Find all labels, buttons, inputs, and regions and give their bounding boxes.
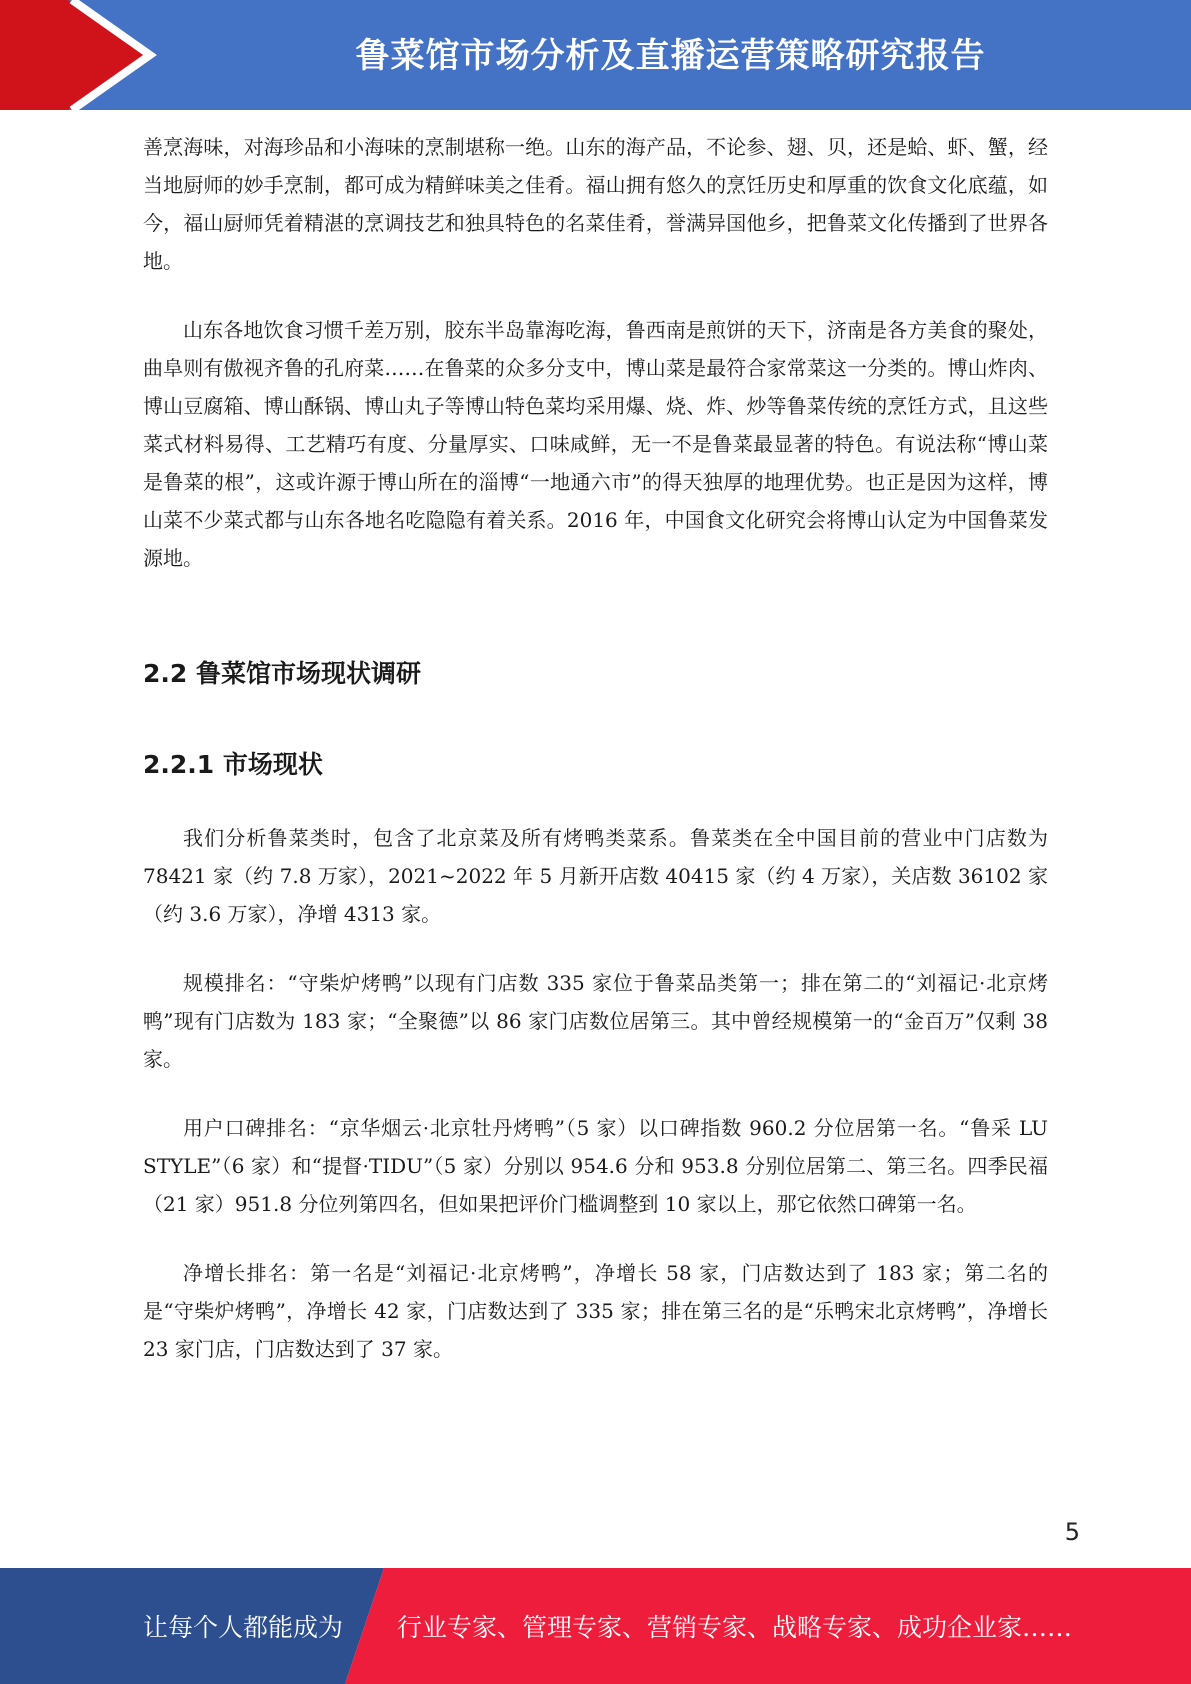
subsection-heading-2-2-1: 2.2.1 市场现状 xyxy=(143,750,323,779)
page-content xyxy=(143,128,1048,1368)
page-footer xyxy=(0,1568,1191,1684)
paragraph-scale-ranking: 规模排名：“守柴炉烤鸭”以现有门店数 335 家位于鲁菜品类第一；排在第二的“刘福记·北京烤鸭”现有门店数为 183 家；“全聚德”以 86 家门店数位居第三。其中曾经规模第一的“金百万”仅剩 38 家。 xyxy=(143,971,1048,1071)
paragraph-growth-ranking: 净增长排名：第一名是“刘福记·北京烤鸭”，净增长 58 家，门店数达到了 183 家；第二名的是“守柴炉烤鸭”，净增长 42 家，门店数达到了 335 家；排在第三名的是“乐鸭宋北京烤鸭”，净增长 23 家门店，门店数达到了 37 家。 xyxy=(143,1261,1048,1361)
paragraph-market-overview: 我们分析鲁菜类时，包含了北京菜及所有烤鸭类菜系。鲁菜类在全中国目前的营业中门店数为 78421 家（约 7.8 万家），2021~2022 年 5 月新开店数 40415 家（约 4 万家），关店数 36102 家（约 3.6 万家），净增 4313 家。 xyxy=(143,826,1048,926)
paragraph-reputation-ranking: 用户口碑排名：“京华烟云·北京牡丹烤鸭”（5 家）以口碑指数 960.2 分位居第一名。“鲁采 LU STYLE”（6 家）和“提督·TIDU”（5 家）分别以 954.6 分和 953.8 分别位居第二、第三名。四季民福（21 家）951.8 分位列第四名，但如果把评价门槛调整到 10 家以上，那它依然口碑第一名。 xyxy=(143,1116,1048,1216)
section-heading-2-2: 2.2 鲁菜馆市场现状调研 xyxy=(143,659,421,688)
footer-slogan-right: 行业专家、管理专家、营销专家、战略专家、成功企业家…… xyxy=(397,1613,1073,1642)
paragraph-fushan-cuisine: 善烹海味，对海珍品和小海味的烹制堪称一绝。山东的海产品，不论参、翅、贝，还是蛤、虾、蟹，经当地厨师的妙手烹制，都可成为精鲜味美之佳肴。福山拥有悠久的烹饪历史和厚重的饮食文化底蕴，如今，福山厨师凭着精湛的烹调技艺和独具特色的名菜佳肴，誉满异国他乡，把鲁菜文化传播到了世界各地。 xyxy=(143,135,1048,273)
page-number: 5 xyxy=(1064,1518,1080,1546)
paragraph-boshan-cuisine: 山东各地饮食习惯千差万别，胶东半岛靠海吃海，鲁西南是煎饼的天下，济南是各方美食的聚处，曲阜则有傲视齐鲁的孔府菜……在鲁菜的众多分支中，博山菜是最符合家常菜这一分类的。博山炸肉、博山豆腐箱、博山酥锅、博山丸子等博山特色菜均采用爆、烧、炸、炒等鲁菜传统的烹饪方式，且这些菜式材料易得、工艺精巧有度、分量厚实、口味咸鲜，无一不是鲁菜最显著的特色。有说法称“博山菜是鲁菜的根”，这或许源于博山所在的淄博“一地通六市”的得天独厚的地理优势。也正是因为这样，博山菜不少菜式都与山东各地名吃隐隐有着关系。2016 年，中国食文化研究会将博山认定为中国鲁菜发源地。 xyxy=(143,318,1048,570)
footer-slogan-left: 让每个人都能成为 xyxy=(143,1613,344,1642)
report-title: 鲁菜馆市场分析及直播运营策略研究报告 xyxy=(355,35,986,76)
page-header xyxy=(0,0,1191,110)
